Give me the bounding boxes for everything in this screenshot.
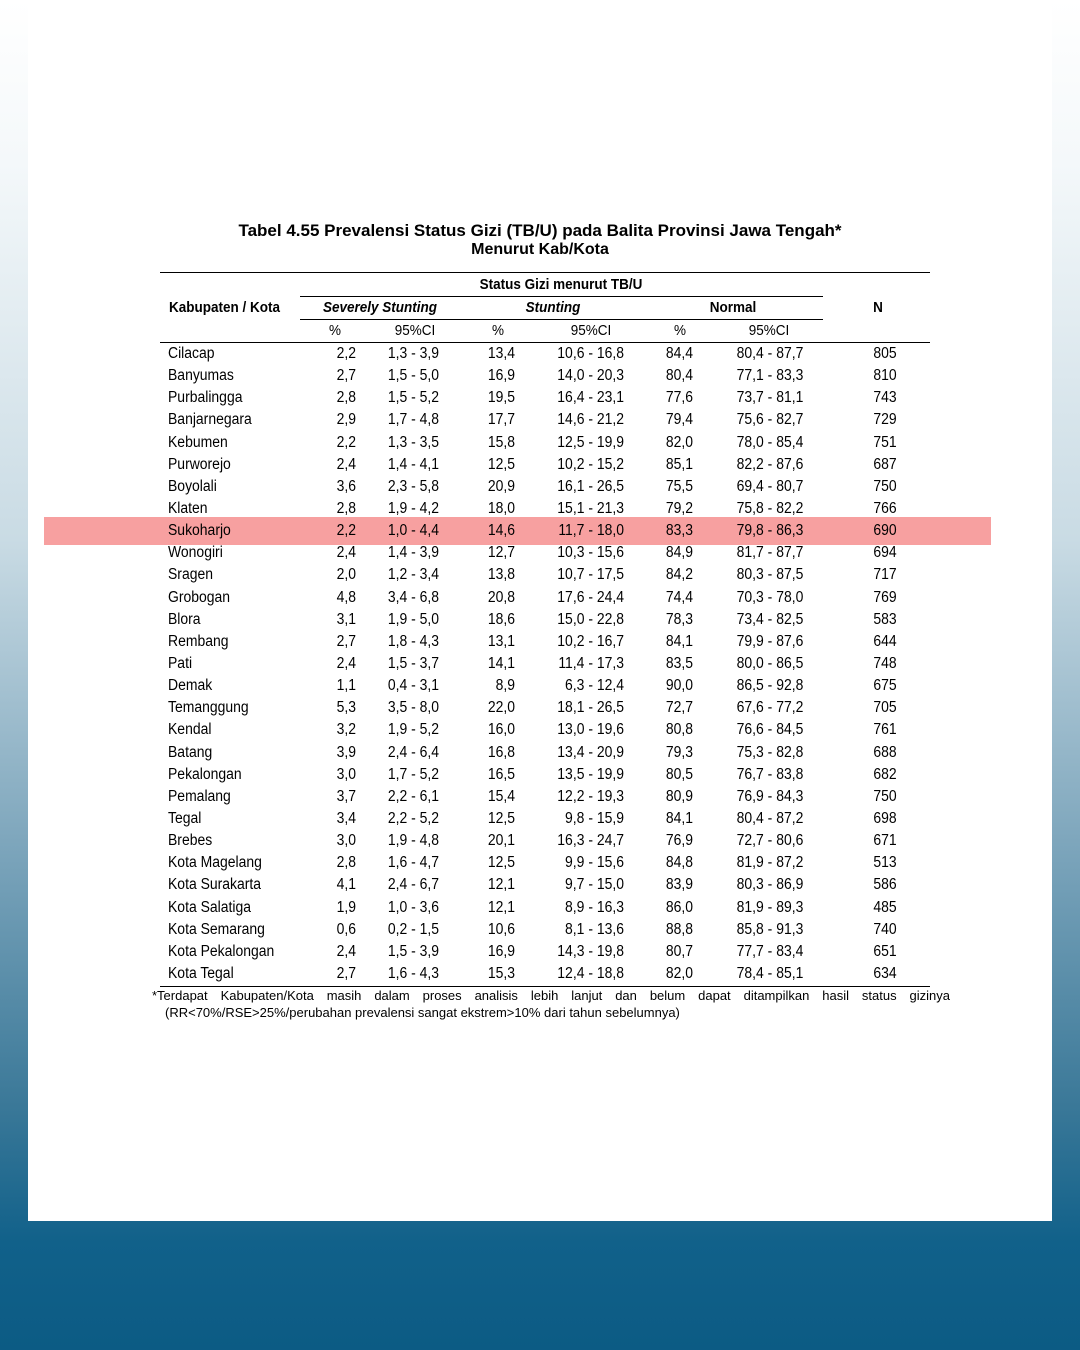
cell-n-pct: 83,3	[665, 522, 693, 540]
cell-s-pct: 16,8	[487, 743, 515, 761]
region-name: Temanggung	[168, 699, 249, 717]
header-n: N	[873, 299, 883, 316]
table-row	[28, 919, 1052, 941]
table-row	[28, 697, 1052, 719]
cell-n: 671	[873, 832, 897, 850]
cell-n-ci: 78,0 - 85,4	[736, 433, 804, 451]
cell-ss-ci: 1,4 - 3,9	[387, 544, 439, 562]
cell-n-pct: 80,9	[665, 787, 693, 805]
cell-n-ci: 85,8 - 91,3	[736, 920, 804, 938]
cell-s-pct: 13,8	[487, 566, 515, 584]
footnote-word: dalam	[374, 988, 410, 1003]
region-name: Sragen	[168, 566, 213, 584]
region-name: Wonogiri	[168, 544, 223, 562]
cell-s-pct: 12,1	[487, 876, 515, 894]
cell-n-ci: 67,6 - 77,2	[736, 699, 804, 717]
cell-ss-pct: 2,4	[336, 455, 356, 473]
cell-s-pct: 16,9	[487, 942, 515, 960]
cell-s-pct: 20,8	[487, 588, 515, 606]
cell-ss-pct: 3,2	[336, 721, 356, 739]
cell-s-pct: 17,7	[487, 411, 515, 429]
cell-ss-pct: 2,8	[336, 389, 356, 407]
cell-n-pct: 88,8	[665, 920, 693, 938]
footnote-word: masih	[326, 988, 362, 1003]
cell-n-pct: 83,5	[665, 654, 693, 672]
cell-ss-ci: 1,3 - 3,9	[387, 345, 439, 362]
cell-ss-ci: 2,2 - 6,1	[387, 787, 439, 805]
cell-s-pct: 13,1	[487, 632, 515, 650]
cell-s-ci: 16,3 - 24,7	[557, 832, 624, 850]
cell-ss-ci: 1,9 - 5,2	[387, 721, 439, 739]
region-name: Boyolali	[168, 477, 217, 495]
cell-s-pct: 14,6	[487, 522, 515, 540]
table-row	[28, 409, 1052, 431]
table-row	[28, 653, 1052, 675]
cell-n-ci: 80,3 - 87,5	[736, 566, 804, 584]
footnote-word: belum	[649, 988, 686, 1003]
cell-ss-pct: 3,1	[336, 610, 356, 628]
table-row	[28, 343, 1052, 365]
cell-n: 740	[873, 920, 897, 938]
cell-ss-ci: 0,4 - 3,1	[387, 677, 439, 695]
subheader-ss-pct: %	[328, 322, 342, 339]
cell-s-pct: 13,4	[487, 345, 515, 362]
cell-n-pct: 82,0	[665, 964, 693, 982]
cell-n-pct: 83,9	[665, 876, 693, 894]
region-name: Banjarnegara	[168, 411, 252, 429]
document-page	[28, 0, 1052, 1221]
cell-s-pct: 12,5	[487, 455, 515, 473]
cell-ss-ci: 1,5 - 3,7	[387, 654, 439, 672]
cell-s-pct: 16,0	[487, 721, 515, 739]
cell-n-pct: 79,3	[665, 743, 693, 761]
cell-s-ci: 14,3 - 19,8	[557, 942, 624, 960]
footnote-word: dapat	[698, 988, 731, 1003]
table-top-rule	[160, 272, 930, 273]
table-row	[28, 631, 1052, 653]
cell-ss-pct: 2,2	[336, 522, 356, 540]
cell-s-pct: 12,5	[487, 809, 515, 827]
table-row	[28, 719, 1052, 741]
cell-s-ci: 14,6 - 21,2	[557, 411, 624, 429]
cell-n-pct: 75,5	[665, 477, 693, 495]
subheader-s-ci: 95%CI	[570, 322, 612, 339]
region-name: Demak	[168, 677, 213, 695]
cell-s-pct: 15,8	[487, 433, 515, 451]
subheader-ss-ci: 95%CI	[394, 322, 436, 339]
table-row	[28, 852, 1052, 874]
cell-n-ci: 80,0 - 86,5	[736, 654, 804, 672]
cell-s-ci: 9,8 - 15,9	[565, 809, 624, 827]
cell-ss-pct: 3,4	[336, 809, 356, 827]
cell-n: 750	[873, 787, 897, 805]
region-name: Kota Salatiga	[168, 898, 251, 916]
cell-n-pct: 78,3	[665, 610, 693, 628]
cell-n-ci: 76,9 - 84,3	[736, 787, 804, 805]
region-name: Kota Tegal	[168, 964, 234, 982]
cell-n: 688	[873, 743, 897, 761]
region-name: Batang	[168, 743, 213, 761]
cell-n: 805	[873, 345, 897, 362]
cell-ss-ci: 1,5 - 3,9	[387, 942, 439, 960]
cell-s-ci: 12,4 - 18,8	[557, 964, 624, 982]
cell-n: 750	[873, 477, 897, 495]
table-row	[28, 432, 1052, 454]
cell-n-ci: 76,6 - 84,5	[736, 721, 804, 739]
table-row	[28, 675, 1052, 697]
cell-n-ci: 80,4 - 87,2	[736, 809, 804, 827]
cell-s-ci: 8,1 - 13,6	[565, 920, 624, 938]
table-row	[28, 476, 1052, 498]
region-name: Pemalang	[168, 787, 231, 805]
table-row	[28, 454, 1052, 476]
cell-n-ci: 78,4 - 85,1	[736, 964, 804, 982]
cell-n-pct: 84,2	[665, 566, 693, 584]
region-name: Kota Semarang	[168, 920, 265, 938]
cell-s-ci: 17,6 - 24,4	[557, 588, 624, 606]
cell-s-pct: 15,4	[487, 787, 515, 805]
cell-s-ci: 15,1 - 21,3	[557, 499, 624, 517]
cell-n-ci: 76,7 - 83,8	[736, 765, 804, 783]
cell-ss-pct: 2,7	[336, 367, 356, 385]
cell-ss-pct: 2,2	[336, 433, 356, 451]
cell-s-ci: 16,1 - 26,5	[557, 477, 624, 495]
table-title: Tabel 4.55 Prevalensi Status Gizi (TB/U) pada Balita Provinsi Jawa Tengah*	[238, 221, 842, 240]
cell-n-ci: 77,1 - 83,3	[736, 367, 804, 385]
cell-s-ci: 13,5 - 19,9	[557, 765, 624, 783]
cell-n: 651	[873, 942, 897, 960]
footnote-word: gizinya	[909, 988, 950, 1003]
cell-s-ci: 16,4 - 23,1	[557, 389, 624, 407]
region-name: Cilacap	[168, 345, 215, 362]
cell-ss-pct: 2,4	[336, 942, 356, 960]
cell-n-pct: 76,9	[665, 832, 693, 850]
cell-s-pct: 16,5	[487, 765, 515, 783]
cell-n-pct: 84,4	[665, 345, 693, 362]
cell-n: 694	[873, 544, 897, 562]
cell-ss-ci: 1,6 - 4,7	[387, 854, 439, 872]
cell-n: 583	[873, 610, 897, 628]
region-name: Banyumas	[168, 367, 234, 385]
cell-s-ci: 10,7 - 17,5	[557, 566, 624, 584]
cell-ss-pct: 4,8	[336, 588, 356, 606]
cell-ss-ci: 1,0 - 3,6	[387, 898, 439, 916]
table-row	[28, 786, 1052, 808]
cell-n-ci: 75,3 - 82,8	[736, 743, 804, 761]
cell-s-pct: 15,3	[487, 964, 515, 982]
cell-s-ci: 10,3 - 15,6	[557, 544, 624, 562]
region-name: Kebumen	[168, 433, 228, 451]
cell-ss-ci: 1,8 - 4,3	[387, 632, 439, 650]
region-name: Grobogan	[168, 588, 231, 606]
region-name: Sukoharjo	[168, 522, 231, 540]
region-name: Kota Surakarta	[168, 876, 262, 894]
cell-ss-ci: 2,2 - 5,2	[387, 809, 439, 827]
cell-ss-pct: 1,9	[336, 898, 356, 916]
footnote-word: Kabupaten/Kota	[220, 988, 314, 1003]
group-header-rule	[300, 296, 823, 297]
cell-n-ci: 69,4 - 80,7	[736, 477, 804, 495]
cell-n-ci: 86,5 - 92,8	[736, 677, 804, 695]
cell-n: 698	[873, 809, 897, 827]
cell-ss-ci: 1,3 - 3,5	[387, 433, 439, 451]
cell-n: 586	[873, 876, 897, 894]
cell-n-pct: 80,7	[665, 942, 693, 960]
cell-ss-ci: 1,7 - 4,8	[387, 411, 439, 429]
cell-s-ci: 12,2 - 19,3	[557, 787, 624, 805]
footnote-word: analisis	[474, 988, 518, 1003]
table-row	[28, 587, 1052, 609]
footnote-line-2: (RR<70%/RSE>25%/perubahan prevalensi sangat ekstrem>10% dari tahun sebelumnya)	[165, 1005, 680, 1020]
cell-n-pct: 79,4	[665, 411, 693, 429]
region-name: Brebes	[168, 832, 213, 850]
table-row	[28, 609, 1052, 631]
cell-s-pct: 22,0	[487, 699, 515, 717]
region-name: Pati	[168, 654, 193, 672]
cell-n-pct: 86,0	[665, 898, 693, 916]
cell-n: 751	[873, 433, 897, 451]
cell-n-pct: 84,1	[665, 809, 693, 827]
table-row	[28, 830, 1052, 852]
table-subtitle: Menurut Kab/Kota	[471, 241, 609, 258]
cell-n-pct: 85,1	[665, 455, 693, 473]
cell-ss-ci: 1,5 - 5,0	[387, 367, 439, 385]
cell-s-pct: 19,5	[487, 389, 515, 407]
cell-ss-ci: 1,5 - 5,2	[387, 389, 439, 407]
footnote-word: *Terdapat	[152, 988, 208, 1003]
cell-n: 705	[873, 699, 897, 717]
header-normal: Normal	[709, 299, 757, 316]
cell-n-pct: 79,2	[665, 499, 693, 517]
cell-n-ci: 77,7 - 83,4	[736, 942, 804, 960]
cell-s-ci: 10,2 - 16,7	[557, 632, 624, 650]
cell-n-ci: 81,9 - 89,3	[736, 898, 804, 916]
region-name: Kota Pekalongan	[168, 942, 275, 960]
cell-s-ci: 9,9 - 15,6	[565, 854, 624, 872]
cell-ss-ci: 2,3 - 5,8	[387, 477, 439, 495]
region-name: Rembang	[168, 632, 229, 650]
cell-n-ci: 73,7 - 81,1	[736, 389, 804, 407]
cell-ss-ci: 2,4 - 6,7	[387, 876, 439, 894]
header-stunting: Stunting	[525, 299, 581, 316]
footnote-word: lanjut	[571, 988, 603, 1003]
region-name: Blora	[168, 610, 201, 628]
footnote-word: hasil	[822, 988, 850, 1003]
header-severely-stunting: Severely Stunting	[322, 299, 438, 316]
cell-s-ci: 8,9 - 16,3	[565, 898, 624, 916]
cell-n-ci: 75,6 - 82,7	[736, 411, 804, 429]
cell-ss-ci: 1,9 - 4,8	[387, 832, 439, 850]
table-row	[28, 542, 1052, 564]
cell-n: 644	[873, 632, 897, 650]
region-name: Pekalongan	[168, 765, 242, 783]
cell-s-ci: 9,7 - 15,0	[565, 876, 624, 894]
cell-n: 485	[873, 898, 897, 916]
cell-ss-pct: 0,6	[336, 920, 356, 938]
table-bottom-rule	[160, 986, 930, 987]
cell-s-pct: 12,7	[487, 544, 515, 562]
cell-n: 634	[873, 964, 897, 982]
cell-ss-pct: 2,0	[336, 566, 356, 584]
footnote-line-1	[152, 988, 950, 1003]
cell-ss-pct: 2,2	[336, 345, 356, 362]
cell-ss-pct: 3,0	[336, 765, 356, 783]
cell-n-ci: 82,2 - 87,6	[736, 455, 804, 473]
cell-ss-pct: 3,6	[336, 477, 356, 495]
cell-ss-ci: 1,7 - 5,2	[387, 765, 439, 783]
cell-s-pct: 12,5	[487, 854, 515, 872]
cell-n-pct: 84,9	[665, 544, 693, 562]
cell-s-ci: 10,2 - 15,2	[557, 455, 624, 473]
subheader-n-ci: 95%CI	[748, 322, 790, 339]
cell-n-pct: 80,4	[665, 367, 693, 385]
cell-n: 743	[873, 389, 897, 407]
cell-n-ci: 72,7 - 80,6	[736, 832, 804, 850]
cell-s-pct: 10,6	[487, 920, 515, 938]
cell-ss-pct: 4,1	[336, 876, 356, 894]
cell-n-ci: 79,8 - 86,3	[736, 522, 804, 540]
cell-s-pct: 16,9	[487, 367, 515, 385]
region-name: Kota Magelang	[168, 854, 262, 872]
cell-s-pct: 18,6	[487, 610, 515, 628]
cell-n-pct: 77,6	[665, 389, 693, 407]
cell-n: 690	[873, 522, 897, 540]
table-row	[28, 742, 1052, 764]
region-name: Purbalingga	[168, 389, 243, 407]
cell-ss-pct: 2,8	[336, 499, 356, 517]
cell-n-pct: 84,8	[665, 854, 693, 872]
table-row	[28, 897, 1052, 919]
cell-n-ci: 79,9 - 87,6	[736, 632, 804, 650]
cell-n: 810	[873, 367, 897, 385]
cell-s-ci: 18,1 - 26,5	[557, 699, 624, 717]
cell-ss-ci: 0,2 - 1,5	[387, 920, 439, 938]
cell-n-pct: 72,7	[665, 699, 693, 717]
cell-n: 675	[873, 677, 897, 695]
cell-s-pct: 8,9	[495, 677, 515, 695]
cell-ss-pct: 3,0	[336, 832, 356, 850]
cell-n-ci: 73,4 - 82,5	[736, 610, 804, 628]
cell-n-pct: 90,0	[665, 677, 693, 695]
cell-s-pct: 12,1	[487, 898, 515, 916]
cell-n: 729	[873, 411, 897, 429]
cell-n-ci: 75,8 - 82,2	[736, 499, 804, 517]
cell-n-pct: 84,1	[665, 632, 693, 650]
region-name: Purworejo	[168, 455, 231, 473]
table-row	[28, 764, 1052, 786]
table-row	[28, 808, 1052, 830]
cell-s-ci: 10,6 - 16,8	[557, 345, 624, 362]
cell-n-ci: 80,3 - 86,9	[736, 876, 804, 894]
footnote-word: dan	[615, 988, 637, 1003]
footnote-word: proses	[422, 988, 462, 1003]
cell-s-pct: 14,1	[487, 654, 515, 672]
cell-s-pct: 20,9	[487, 477, 515, 495]
cell-ss-pct: 2,4	[336, 544, 356, 562]
cell-ss-ci: 1,4 - 4,1	[387, 455, 439, 473]
table-row	[28, 387, 1052, 409]
table-row	[28, 365, 1052, 387]
cell-n-pct: 74,4	[665, 588, 693, 606]
cell-ss-ci: 1,9 - 5,0	[387, 610, 439, 628]
cell-n-pct: 80,5	[665, 765, 693, 783]
cell-n-ci: 81,7 - 87,7	[736, 544, 804, 562]
cell-ss-pct: 2,7	[336, 964, 356, 982]
cell-n: 761	[873, 721, 897, 739]
cell-n: 682	[873, 765, 897, 783]
region-name: Tegal	[168, 809, 202, 827]
cell-ss-pct: 3,9	[336, 743, 356, 761]
cell-ss-pct: 5,3	[336, 699, 356, 717]
table-row	[28, 498, 1052, 520]
cell-ss-pct: 2,7	[336, 632, 356, 650]
cell-s-pct: 20,1	[487, 832, 515, 850]
header-region: Kabupaten / Kota	[169, 299, 281, 316]
cell-s-ci: 14,0 - 20,3	[557, 367, 624, 385]
cell-s-pct: 18,0	[487, 499, 515, 517]
cell-n: 766	[873, 499, 897, 517]
cell-ss-ci: 1,9 - 4,2	[387, 499, 439, 517]
footnote-word: lebih	[530, 988, 559, 1003]
cell-ss-pct: 3,7	[336, 787, 356, 805]
cell-n: 769	[873, 588, 897, 606]
table-row	[28, 564, 1052, 586]
cell-n: 687	[873, 455, 897, 473]
cell-ss-ci: 2,4 - 6,4	[387, 743, 439, 761]
region-name: Kendal	[168, 721, 212, 739]
cell-s-ci: 6,3 - 12,4	[565, 677, 624, 695]
cell-n: 748	[873, 654, 897, 672]
cell-ss-pct: 2,4	[336, 654, 356, 672]
subheader-n-pct: %	[673, 322, 687, 339]
region-name: Klaten	[168, 499, 208, 517]
header-status-gizi: Status Gizi menurut TB/U	[479, 276, 643, 293]
cell-n-pct: 80,8	[665, 721, 693, 739]
cell-ss-ci: 1,6 - 4,3	[387, 964, 439, 982]
cell-n-pct: 82,0	[665, 433, 693, 451]
cell-s-ci: 12,5 - 19,9	[557, 433, 624, 451]
table-row-highlighted	[28, 520, 1052, 542]
cell-ss-pct: 1,1	[336, 677, 356, 695]
cell-s-ci: 11,4 - 17,3	[558, 654, 624, 672]
cell-ss-pct: 2,9	[336, 411, 356, 429]
cell-n-ci: 81,9 - 87,2	[736, 854, 804, 872]
cell-n-ci: 80,4 - 87,7	[736, 345, 804, 362]
cell-ss-ci: 1,0 - 4,4	[387, 522, 439, 540]
cell-n: 717	[873, 566, 897, 584]
cell-ss-ci: 3,5 - 8,0	[387, 699, 439, 717]
subheader-s-pct: %	[491, 322, 505, 339]
table-row	[28, 941, 1052, 963]
cell-s-ci: 13,4 - 20,9	[557, 743, 624, 761]
cell-n-ci: 70,3 - 78,0	[736, 588, 804, 606]
cell-s-ci: 15,0 - 22,8	[557, 610, 624, 628]
cell-s-ci: 13,0 - 19,6	[557, 721, 624, 739]
table-row	[28, 963, 1052, 985]
footnote-word: status	[861, 988, 897, 1003]
footnote-word: ditampilkan	[743, 988, 810, 1003]
cell-n: 513	[873, 854, 897, 872]
table-row	[28, 874, 1052, 896]
cell-s-ci: 11,7 - 18,0	[558, 522, 624, 540]
subgroup-header-rule	[300, 319, 823, 320]
cell-ss-ci: 3,4 - 6,8	[387, 588, 439, 606]
cell-ss-ci: 1,2 - 3,4	[387, 566, 439, 584]
cell-ss-pct: 2,8	[336, 854, 356, 872]
